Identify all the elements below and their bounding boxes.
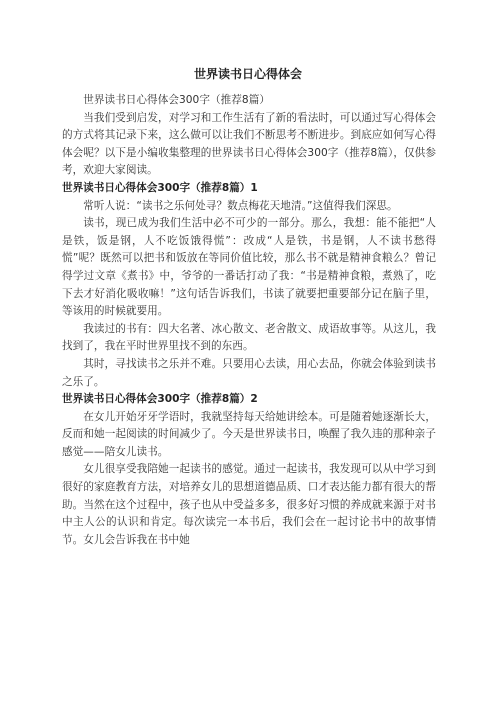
body-paragraph: 常听人说：“读书之乐何处寻？数点梅花天地清。”这值得我们深思。 — [83, 199, 398, 212]
body-paragraph: 我读过的书有：四大名著、冰心散文、老舍散文、成语故事等。从这儿，我找到了，我在平时世界里找不到的东西。 — [62, 322, 436, 353]
body-paragraph: 在女儿开始牙牙学语时，我就坚持每天给她讲绘本。可是随着她逐渐长大，反而和她一起阅读的时间减少了。今天是世界读书日，唤醒了我久违的那种亲子感觉——陪女儿读书。 — [62, 410, 436, 458]
body-paragraph: 女儿很享受我陪她一起读书的感觉。通过一起读书，我发现可以从中学习到很好的家庭教育方法，对培养女儿的思想道德品质、口才表达能力都有很大的帮助。当然在这个过程中，孩子也从中受益多多，很多好习惯的养成就来源于对书中主人公的认识和肯定。每次读完一本书后，我们会在一起讨论书中的故事情节。女儿会告诉我在书中她 — [62, 463, 436, 546]
body-paragraph: 其时，寻找读书之乐并不难。只要用心去读，用心去品，你就会体验到读书之乐了。 — [62, 357, 436, 388]
section-heading-2: 世界读书日心得体会300字（推荐8篇）2 — [62, 393, 258, 406]
document-title: 世界读书日心得体会 — [193, 67, 302, 81]
subtitle-paragraph: 世界读书日心得体会300字（推荐8篇） — [83, 94, 271, 106]
document-body — [62, 92, 436, 549]
intro-paragraph: 当我们受到启发，对学习和工作生活有了新的看法时，可以通过写心得体会的方式将其记录下来，这么做可以让我们不断思考不断进步。到底应如何写心得体会呢？以下是小编收集整理的世界读书日心得体会300字（推荐8篇），仅供参考，欢迎大家阅读。 — [62, 111, 436, 177]
section-heading-1: 世界读书日心得体会300字（推荐8篇）1 — [62, 181, 258, 194]
body-paragraph: 读书，现已成为我们生活中必不可少的一部分。那么，我想：能不能把“人是铁，饭是钢，人不吃饭饿得慌”：改成“人是铁，书是钢，人不读书愁得慌”呢？既然可以把书和饭放在等同价值比较，那么书不就是精神食粮么？曾记得学过文章《煮书》中，爷爷的一番话打动了我：“书是精神食粮，煮熟了，吃下去才好消化吸收嘛！”这句话告诉我们，书读了就要把重要部分记在脑子里，等该用的时候就要用。 — [62, 217, 436, 318]
